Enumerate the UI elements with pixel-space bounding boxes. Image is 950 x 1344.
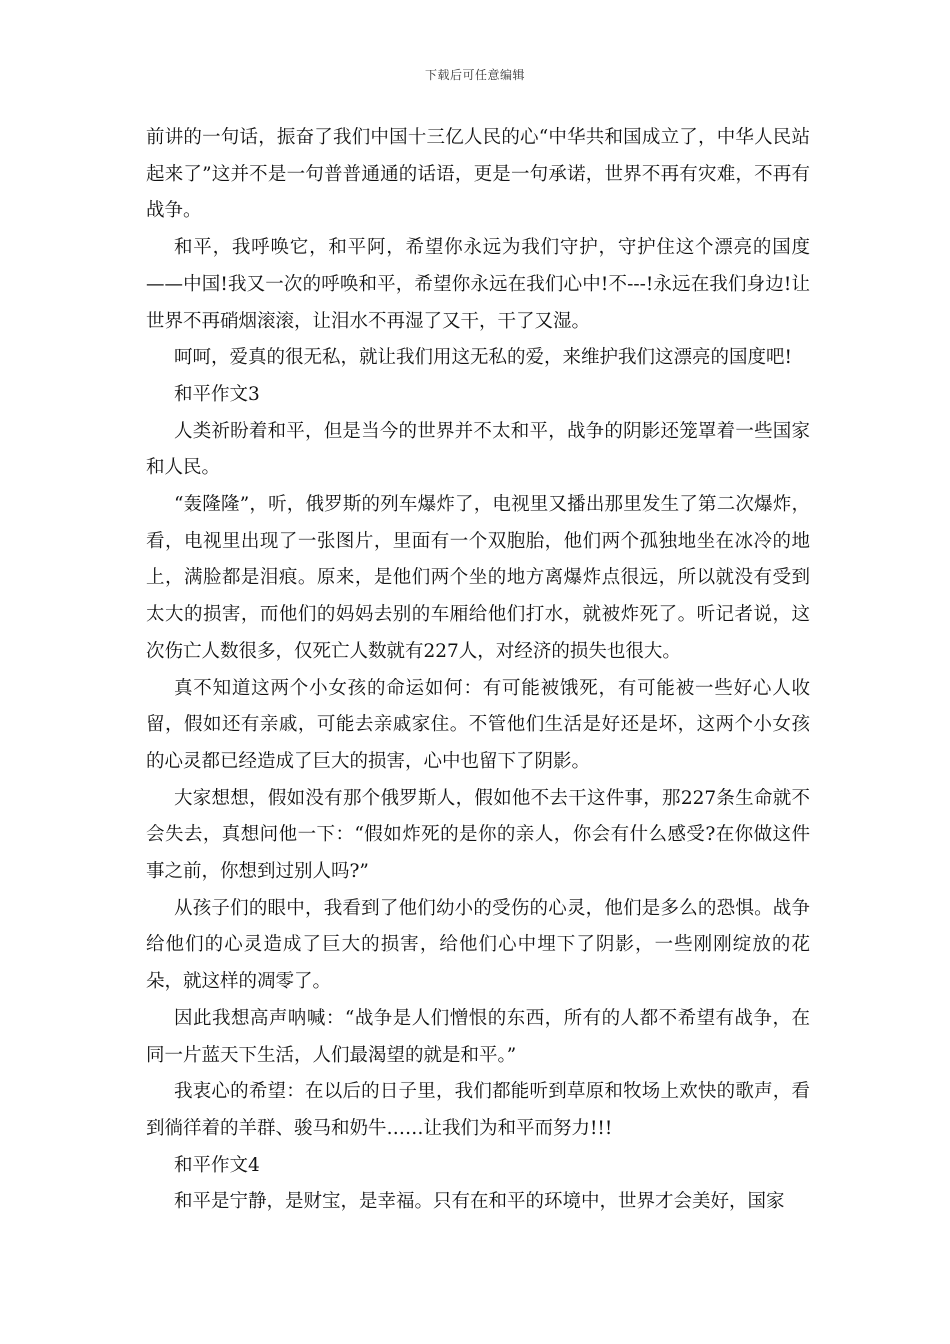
section-heading-essay-4: 和平作文4	[174, 1154, 260, 1176]
section-heading-essay-3: 和平作文3	[174, 383, 260, 405]
paragraph-6: “轰隆隆”，听，俄罗斯的列车爆炸了，电视里又播出那里发生了第二次爆炸，看，电视里出现了一张图片，里面有一个双胞胎，他们两个孤独地坐在冰冷的地上，满脸都是泪痕。原来，是他们两个坐的地方离爆炸点很远，所以就没有受到太大的损害，而他们的妈妈去别的车厢给他们打水，就被炸死了。听记者说，这次伤亡人数很多，仅死亡人数就有227人，对经济的损失也很大。	[146, 494, 810, 662]
paragraph-1: 前讲的一句话，振奋了我们中国十三亿人民的心“中华共和国成立了，中华人民站起来了”这并不是一句普普通通的话语，更是一句承诺，世界不再有灾难，不再有战争。	[146, 127, 810, 222]
paragraph-9: 从孩子们的眼中，我看到了他们幼小的受伤的心灵，他们是多么的恐惧。战争给他们的心灵造成了巨大的损害，给他们心中埋下了阴影，一些刚刚绽放的花朵，就这样的凋零了。	[146, 897, 810, 993]
paragraph-3: 呵呵，爱真的很无私，就让我们用这无私的爱，来维护我们这漂亮的国度吧!	[174, 347, 792, 369]
paragraph-8: 大家想想，假如没有那个俄罗斯人，假如他不去干这件事，那227条生命就不会失去，真想问他一下：“假如炸死的是你的亲人，你会有什么感受?在你做这件事之前，你想到过别人吗?”	[146, 787, 810, 883]
page-header: 下载后可任意编辑	[424, 68, 525, 82]
paragraph-13: 和平是宁静，是财宝，是幸福。只有在和平的环境中，世界才会美好，国家	[174, 1191, 785, 1213]
paragraph-2: 和平，我呼唤它，和平阿，希望你永远为我们守护，守护住这个漂亮的国度——中国!我又一次的呼唤和平，希望你永远在我们心中!不---!永远在我们身边!让世界不再硝烟滚滚，让泪水不再湿了又干，干了又湿。	[146, 237, 810, 332]
paragraph-10: 因此我想高声呐喊：“战争是人们憎恨的东西，所有的人都不希望有战争，在同一片蓝天下生活，人们最渴望的就是和平。”	[146, 1007, 810, 1066]
document-body	[146, 120, 810, 1221]
paragraph-11: 我衷心的希望：在以后的日子里，我们都能听到草原和牧场上欢快的歌声，看到徜徉着的羊群、骏马和奶牛……让我们为和平而努力!!!	[146, 1081, 810, 1139]
paragraph-5: 人类祈盼着和平，但是当今的世界并不太和平，战争的阴影还笼罩着一些国家和人民。	[146, 420, 810, 479]
paragraph-7: 真不知道这两个小女孩的命运如何：有可能被饿死，有可能被一些好心人收留，假如还有亲戚，可能去亲戚家住。不管他们生活是好还是坏，这两个小女孩的心灵都已经造成了巨大的损害，心中也留下了阴影。	[146, 677, 810, 772]
